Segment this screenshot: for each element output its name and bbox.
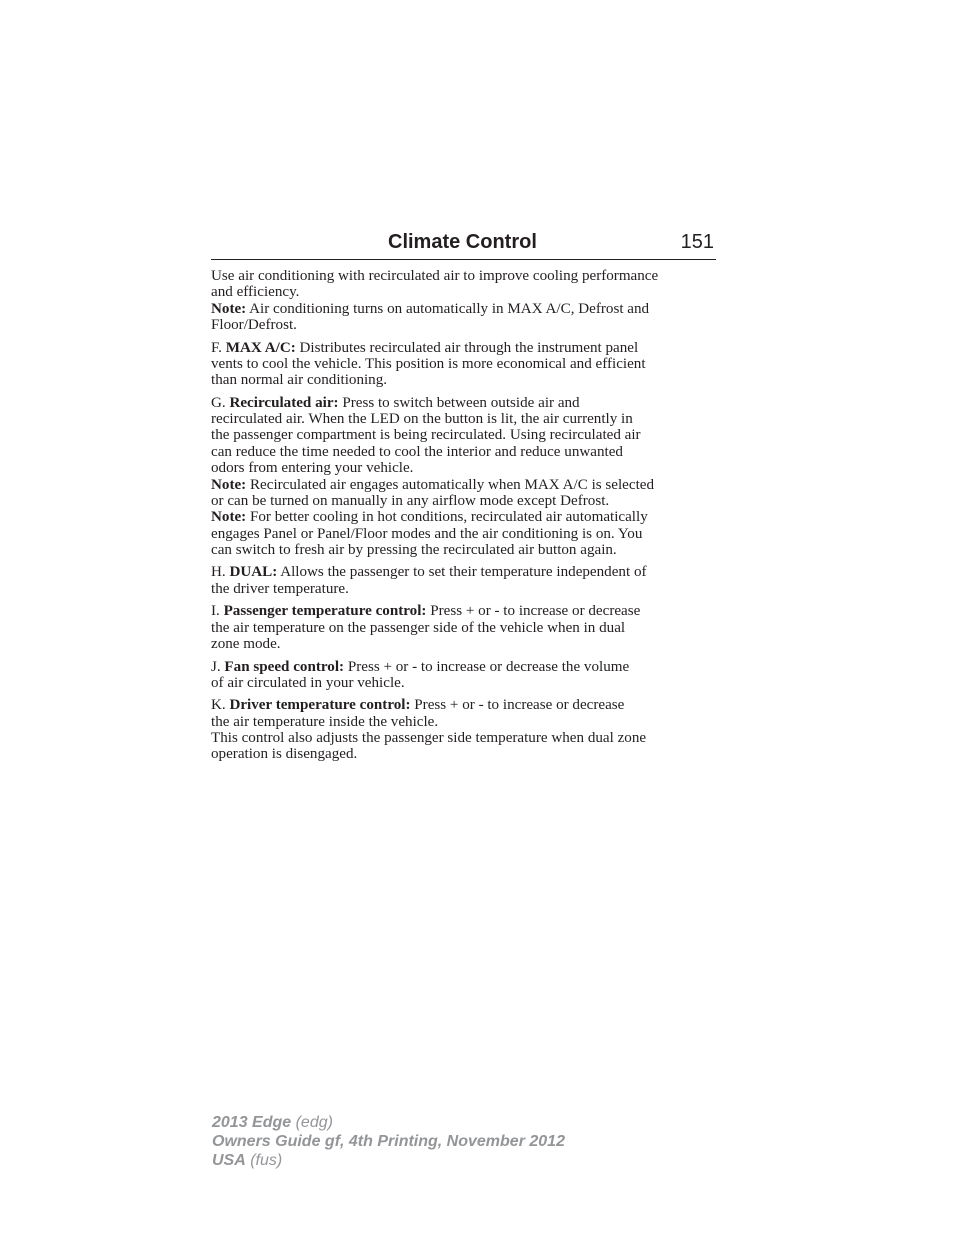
text-run: F. (211, 339, 226, 356)
paragraph (211, 697, 719, 762)
text-line (211, 372, 719, 388)
text-run: Recirculated air engages automatically when MAX A/C is selected (246, 476, 655, 493)
text-line (211, 620, 719, 636)
footer-text: (edg) (291, 1114, 333, 1131)
document-footer (212, 1113, 565, 1170)
text-run: Allows the passenger to set their temperature independent of (277, 564, 647, 581)
section-title: Climate Control (388, 231, 537, 253)
bold-term: Note: (211, 476, 247, 493)
text-line (211, 542, 719, 558)
text-line (211, 301, 719, 317)
text-line (211, 675, 719, 691)
text-line (211, 460, 719, 476)
text-run: Press to switch between outside air and (338, 394, 580, 411)
text-run: odors from entering your vehicle. (211, 460, 414, 477)
footer-text: Owners Guide gf, 4th Printing, November 2012 (212, 1133, 565, 1150)
text-run: G. (211, 394, 230, 411)
text-line (211, 444, 719, 460)
bold-term: DUAL: (229, 564, 278, 581)
text-run: H. (211, 564, 230, 581)
paragraph (211, 395, 719, 558)
text-line (211, 746, 719, 762)
text-run: can reduce the time needed to cool the interior and reduce unwanted (211, 443, 623, 460)
paragraph (211, 564, 719, 597)
footer-line (212, 1113, 565, 1132)
text-run: and efficiency. (211, 284, 300, 301)
text-line (211, 356, 719, 372)
text-run: Distributes recirculated air through the instrument panel (295, 339, 639, 356)
text-run: Press + or - to increase or decrease the volume (344, 658, 630, 675)
text-run: Press + or - to increase or decrease (426, 603, 641, 620)
text-line (211, 636, 719, 652)
text-run: recirculated air. When the LED on the button is lit, the air currently in (211, 411, 633, 428)
text-run: than normal air conditioning. (211, 372, 388, 389)
text-line (211, 395, 719, 411)
text-line (211, 526, 719, 542)
footer-text: (fus) (245, 1152, 283, 1169)
bold-term: MAX A/C: (225, 339, 296, 356)
text-run: engages Panel or Panel/Floor modes and the air conditioning is on. You (211, 525, 643, 542)
page-header (211, 229, 716, 260)
bold-term: Note: (211, 509, 247, 526)
text-run: J. (211, 658, 225, 675)
text-run: can switch to fresh air by pressing the recirculated air button again. (211, 541, 617, 558)
bold-term: Driver temperature control: (229, 697, 411, 714)
text-run: zone mode. (211, 635, 281, 652)
text-run: K. (211, 697, 230, 714)
text-line (211, 659, 719, 675)
page-number: 151 (680, 231, 714, 253)
text-run: Air conditioning turns on automatically in MAX A/C, Defrost and (246, 300, 650, 317)
text-line (211, 411, 719, 427)
text-line (211, 427, 719, 443)
text-line (211, 564, 719, 580)
footer-line (212, 1132, 565, 1151)
paragraph (211, 603, 719, 652)
text-line (211, 603, 719, 619)
text-run: the air temperature on the passenger side of the vehicle when in dual (211, 619, 626, 636)
paragraph (211, 268, 719, 333)
text-run: For better cooling in hot conditions, recirculated air automatically (246, 509, 648, 526)
text-line (211, 284, 719, 300)
text-run: the driver temperature. (211, 580, 349, 597)
text-run: operation is disengaged. (211, 746, 358, 763)
text-line (211, 493, 719, 509)
text-run: Floor/Defrost. (211, 317, 297, 334)
text-run: vents to cool the vehicle. This position is more economical and efficient (211, 355, 646, 372)
text-line (211, 581, 719, 597)
text-run: Use air conditioning with recirculated air to improve cooling performance (211, 268, 659, 284)
footer-text: 2013 Edge (212, 1114, 292, 1131)
text-line (211, 317, 719, 333)
body-text (211, 268, 719, 769)
footer-text: USA (212, 1152, 246, 1169)
paragraph (211, 340, 719, 389)
text-run: the passenger compartment is being recirculated. Using recirculated air (211, 427, 641, 444)
bold-term: Note: (211, 300, 247, 317)
text-line (211, 697, 719, 713)
text-line (211, 268, 719, 284)
text-line (211, 477, 719, 493)
text-run: This control also adjusts the passenger side temperature when dual zone (211, 730, 647, 747)
text-line (211, 509, 719, 525)
text-run: or can be turned on manually in any airflow mode except Defrost. (211, 492, 610, 509)
text-run: the air temperature inside the vehicle. (211, 713, 439, 730)
text-run: I. (211, 603, 224, 620)
bold-term: Passenger temperature control: (223, 603, 427, 620)
text-run: of air circulated in your vehicle. (211, 674, 405, 691)
bold-term: Recirculated air: (229, 394, 339, 411)
text-run: Press + or - to increase or decrease (410, 697, 625, 714)
paragraph (211, 659, 719, 692)
text-line (211, 730, 719, 746)
text-line (211, 714, 719, 730)
footer-line (212, 1151, 565, 1170)
bold-term: Fan speed control: (224, 658, 345, 675)
text-line (211, 340, 719, 356)
